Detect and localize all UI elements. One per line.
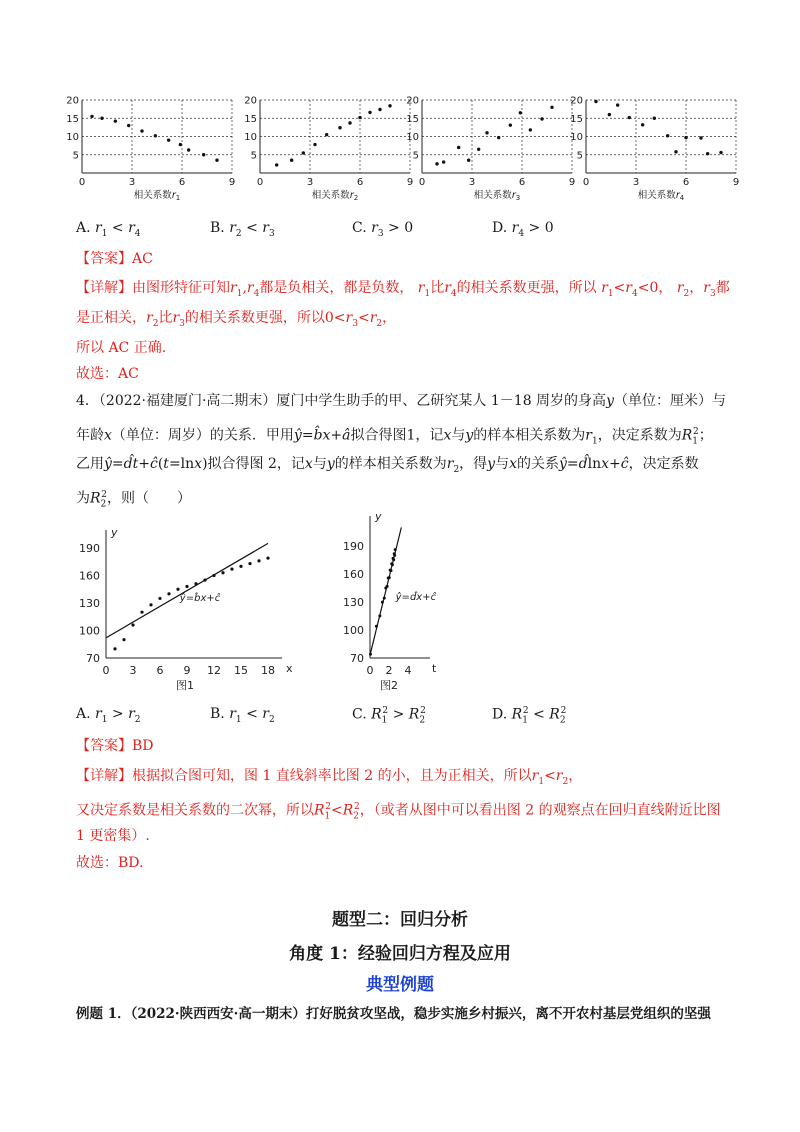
data-point: [100, 117, 103, 120]
y-tick-label: 190: [79, 542, 100, 555]
x-tick-label: 3: [128, 177, 136, 188]
data-point: [149, 603, 152, 606]
q3-option-b: B. $r_2 < r_3$: [210, 220, 275, 239]
y-tick-label: 15: [244, 113, 257, 125]
data-point: [203, 578, 206, 581]
data-point: [386, 585, 389, 588]
data-point: [221, 571, 224, 574]
data-point: [719, 151, 722, 154]
x-axis-label: 相关系数$r_3$: [473, 190, 521, 202]
y-tick-label: 15: [406, 113, 419, 125]
data-point: [230, 567, 233, 570]
x-tick-label: 0: [78, 177, 86, 188]
y-tick-label: 20: [66, 95, 79, 107]
regression-equation: ŷ=d̂x+ĉ: [395, 592, 437, 604]
q4-choice: 故选：BD.: [76, 855, 144, 871]
data-point: [392, 558, 395, 561]
figure-1: [76, 518, 306, 694]
q4-option-b: B. $r_1 < r_2$: [210, 706, 275, 725]
angle-title: 角度 1：经验回归方程及应用: [289, 944, 511, 964]
q4-detail-line1: 【详解】根据拟合图可知，图 1 直线斜率比图 2 的小，且为正相关，所以$r_1<r_2$，: [76, 768, 583, 787]
data-point: [457, 146, 460, 149]
y-tick-label: 70: [86, 652, 100, 665]
figure-caption: 图2: [380, 679, 398, 692]
x-tick-label: 3: [632, 177, 640, 188]
x-tick-label: 0: [418, 177, 426, 188]
y-tick-label: 160: [343, 568, 364, 581]
data-point: [550, 106, 553, 109]
scatter-plot-4: [570, 96, 739, 203]
y-tick-label: 160: [79, 569, 100, 583]
x-tick-label: 3: [468, 177, 476, 188]
y-tick-label: 5: [412, 150, 419, 162]
data-point: [338, 126, 341, 129]
y-tick-label: 15: [66, 113, 79, 125]
data-point: [529, 128, 532, 131]
x-tick-label: 15: [234, 664, 248, 677]
q3-option-d: D. $r_4 > 0$: [492, 220, 554, 239]
data-point: [302, 151, 305, 154]
x-tick-label: 6: [178, 177, 186, 188]
data-point: [187, 148, 190, 151]
q4-stem-line4: 为$R_2^2$，则（ ）: [76, 490, 192, 510]
data-point: [442, 160, 445, 163]
data-point: [378, 614, 381, 617]
x-axis-label: 相关系数$r_1$: [133, 190, 181, 202]
x-axis-label: 相关系数$r_2$: [311, 190, 359, 202]
example-heading: 典型例题: [366, 975, 434, 995]
q4-answer: 【答案】BD: [76, 738, 154, 754]
data-point: [154, 134, 157, 137]
x-tick-label: 6: [682, 177, 690, 188]
q4-stem-line2: 年龄x（单位：周岁）的关系．甲用ŷ=b̂x+â拟合得图1，记x与y的样本相关系数为$r_1$，决定系数为$R_1^2$；: [76, 427, 713, 447]
x-tick-label: 0: [102, 664, 110, 677]
y-tick-label: 10: [244, 132, 257, 143]
data-point: [348, 121, 351, 124]
data-point: [378, 108, 381, 111]
x-tick-label: 6: [518, 177, 526, 188]
y-tick-label: 10: [66, 132, 79, 143]
q4-detail-line2: 又决定系数是相关系数的二次幂，所以$R_1^2<R_2^2$，（或者从图中可以看出图 2 的观察点在回归直线附近比图: [76, 802, 721, 822]
data-point: [666, 134, 669, 137]
data-point: [641, 123, 644, 126]
data-point: [388, 104, 391, 107]
x-tick-label: 4: [404, 664, 412, 677]
data-point: [140, 129, 143, 132]
x-tick-label: 6: [356, 177, 364, 188]
q4-stem-line1: 4．（2022·福建厦门·高二期末）厦门中学生助手的甲、乙研究某人 1－18 周岁的身高y（单位：厘米）与: [76, 393, 726, 409]
data-point: [212, 574, 215, 577]
q4-option-a: A. $r_1 > r_2$: [76, 706, 141, 725]
q3-option-c: C. $r_3 > 0$: [352, 220, 414, 239]
y-tick-label: 5: [250, 150, 257, 162]
regression-equation: ŷ=b̂x+ĉ: [179, 593, 221, 605]
y-tick-label: 130: [79, 597, 100, 610]
x-tick-label: 0: [256, 177, 264, 188]
q4-option-d: D. $R_1^2 < R_2^2$: [492, 706, 567, 726]
y-tick-label: 5: [72, 150, 79, 162]
data-point: [266, 556, 269, 559]
regression-line: [106, 543, 268, 637]
data-point: [391, 563, 394, 566]
data-point: [435, 162, 438, 165]
data-point: [313, 143, 316, 146]
data-point: [127, 124, 130, 127]
data-point: [389, 569, 392, 572]
scatter-plot-1: [66, 96, 235, 203]
x-tick-label: 9: [406, 177, 414, 188]
scatter-plots-row: [60, 94, 740, 210]
q3-detail-line2: 是正相关，$r_2$比$r_3$的相关系数更强，所以$0<r_3<r_2$，: [76, 310, 397, 329]
data-point: [122, 638, 125, 641]
data-point: [540, 117, 543, 120]
data-point: [325, 133, 328, 136]
scatter-plot-3: [406, 96, 575, 203]
data-point: [477, 148, 480, 151]
data-point: [275, 163, 278, 166]
x-tick-label: 2: [385, 664, 393, 677]
data-point: [375, 625, 378, 628]
data-point: [290, 159, 293, 162]
y-axis-label: y: [375, 512, 382, 523]
y-tick-label: 5: [576, 150, 583, 162]
data-point: [628, 116, 631, 119]
section-title: 题型二：回归分析: [332, 910, 468, 930]
data-point: [90, 115, 93, 118]
data-point: [369, 653, 372, 656]
data-point: [485, 131, 488, 134]
data-point: [684, 136, 687, 139]
data-point: [167, 592, 170, 595]
y-tick-label: 130: [343, 596, 364, 609]
data-point: [185, 585, 188, 588]
figure-caption: 图1: [176, 679, 194, 692]
y-tick-label: 20: [406, 95, 419, 107]
x-tick-label: 9: [568, 177, 576, 188]
data-point: [497, 136, 500, 139]
data-point: [616, 103, 619, 106]
figure-2: [332, 512, 442, 694]
data-point: [158, 597, 161, 600]
x-axis-label: 相关系数$r_4$: [637, 190, 685, 202]
data-point: [194, 582, 197, 585]
data-point: [176, 588, 179, 591]
example-1: 例题 1．（2022·陕西西安·高一期末）打好脱贫攻坚战，稳步实施乡村振兴，离不开农村基层党组织的坚强: [76, 1006, 711, 1022]
y-axis-label: y: [111, 526, 118, 539]
q3-choice: 故选：AC: [76, 366, 139, 382]
y-tick-label: 100: [343, 624, 364, 637]
y-tick-label: 20: [244, 95, 257, 107]
q4-stem-line3: 乙用ŷ=d̂t+ĉ(t=lnx)拟合得图 2，记x与y的样本相关系数为$r_2$，得y与x的关系ŷ=d̂lnx+ĉ，决定系数: [76, 456, 699, 475]
scatter-plot-2: [244, 96, 413, 203]
data-point: [257, 559, 260, 562]
y-tick-label: 70: [350, 652, 364, 665]
data-point: [467, 159, 470, 162]
y-tick-label: 190: [343, 540, 364, 553]
data-point: [131, 623, 134, 626]
y-tick-label: 15: [570, 113, 583, 125]
x-tick-label: 9: [732, 177, 740, 188]
x-tick-label: 9: [228, 177, 236, 188]
y-tick-label: 100: [79, 624, 100, 638]
q4-option-c: C. $R_1^2 > R_2^2$: [352, 706, 426, 726]
x-tick-label: 0: [582, 177, 590, 188]
data-point: [140, 611, 143, 614]
data-point: [114, 119, 117, 122]
data-point: [113, 647, 116, 650]
data-point: [239, 565, 242, 568]
data-point: [706, 152, 709, 155]
data-point: [388, 576, 391, 579]
data-point: [368, 111, 371, 114]
x-axis-label: x: [286, 662, 293, 675]
q3-option-a: A. $r_1 < r_4$: [76, 220, 141, 239]
x-tick-label: 12: [207, 664, 221, 677]
q3-detail-line1: 【详解】由图形特征可知$r_1,r_4$都是负相关，都是负数， $r_1$比$r_4$的相关系数更强，所以 $r_1<r_4<0$， $r_2$，$r_3$都: [76, 280, 730, 299]
q3-answer: 【答案】AC: [76, 251, 153, 267]
data-point: [215, 159, 218, 162]
y-tick-label: 10: [406, 132, 419, 143]
data-point: [509, 123, 512, 126]
data-point: [653, 117, 656, 120]
q4-detail-line3: 1 更密集）.: [76, 828, 150, 844]
data-point: [167, 138, 170, 141]
x-tick-label: 3: [306, 177, 314, 188]
data-point: [248, 562, 251, 565]
y-tick-label: 10: [570, 132, 583, 143]
y-tick-label: 20: [570, 95, 583, 107]
data-point: [179, 143, 182, 146]
x-tick-label: 18: [261, 664, 275, 677]
data-point: [383, 597, 386, 600]
q3-detail-line3: 所以 AC 正确.: [76, 340, 167, 356]
x-tick-label: 0: [366, 664, 374, 677]
data-point: [594, 100, 597, 103]
x-tick-label: 3: [129, 664, 137, 677]
x-axis-label: t: [432, 662, 437, 675]
data-point: [608, 113, 611, 116]
data-point: [699, 136, 702, 139]
data-point: [358, 116, 361, 119]
data-point: [381, 601, 384, 604]
data-point: [674, 150, 677, 153]
x-tick-label: 9: [183, 664, 191, 677]
data-point: [202, 153, 205, 156]
data-point: [394, 548, 397, 551]
data-point: [393, 554, 396, 557]
x-tick-label: 6: [156, 664, 164, 677]
data-point: [519, 111, 522, 114]
